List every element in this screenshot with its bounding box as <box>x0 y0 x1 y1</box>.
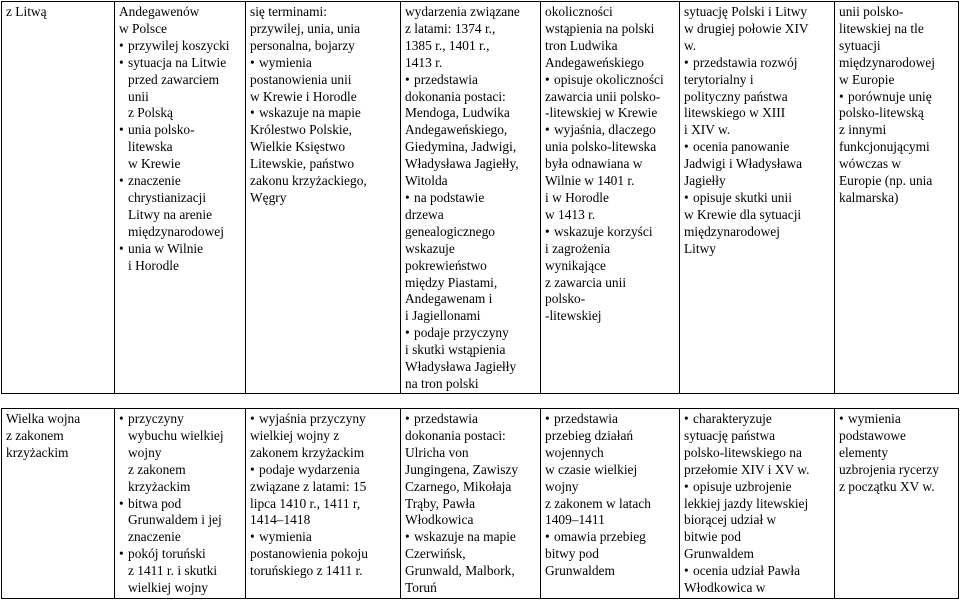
text-line: 1414–1418 <box>250 512 311 528</box>
text-line: z początku XV w. <box>839 478 935 494</box>
text-line: Węgry <box>250 189 287 205</box>
text-line: postanowienia unii <box>250 71 352 87</box>
text-line: funkcjonującymi <box>839 139 930 155</box>
text-line: wynikające <box>545 257 606 273</box>
text-line: 1385 r., 1401 r., <box>405 37 490 53</box>
text-line: wskazuje <box>405 240 455 256</box>
content-cell <box>115 2 246 394</box>
text-line: drzewa <box>405 206 444 222</box>
text-line: w Polsce <box>119 20 167 36</box>
text-line: międzynarodowej <box>128 223 224 239</box>
text-line: genealogicznego <box>405 223 495 239</box>
text-line: się terminami: <box>250 4 327 19</box>
text-line: polityczny państwa <box>684 88 788 104</box>
text-line: litewskiego w XIII <box>684 105 786 121</box>
bullet-line: • sytuacja na Litwie <box>119 55 241 72</box>
text-line: Ulricha von <box>405 444 469 460</box>
text-line: wielkiej wojny z <box>250 427 340 443</box>
bullet-line: • podaje wydarzenia <box>250 462 396 479</box>
bullet-line: • opisuje okoliczności <box>545 72 675 89</box>
text-line: wybuchu wielkiej <box>128 427 224 443</box>
text-line: przywilej, unia, unia <box>250 20 361 36</box>
text-line: -litewskiej w Krewie <box>545 105 658 121</box>
bullet-line: • wymienia <box>250 529 396 546</box>
text-line: pokrewieństwo <box>405 257 487 273</box>
level-dostateczna-cell <box>401 2 541 394</box>
bullet-line: • porównuje unię <box>839 89 954 106</box>
text-line: sytuację państwa <box>684 427 776 443</box>
text-line: elementy <box>839 444 889 460</box>
text-line: Litwy na arenie <box>128 206 213 222</box>
topic-label: z Litwą <box>6 4 47 19</box>
text-line: sytuację Polski i Litwy <box>684 4 808 19</box>
text-line: Jadwigi i Władysława <box>684 156 803 172</box>
text-line: wówczas w <box>839 156 902 172</box>
text-line: bitwy pod <box>545 546 599 562</box>
level-celujaca-cell <box>835 409 959 599</box>
text-line: lipca 1410 r., 1411 r, <box>250 495 361 511</box>
text-line: w drugiej połowie XIV <box>684 20 809 36</box>
level-dostateczna-cell <box>401 409 541 599</box>
text-line: Trąby, Pawła <box>405 495 476 511</box>
bullet-line: • unia w Wilnie <box>119 241 241 258</box>
text-line: kalmarska) <box>839 189 899 205</box>
text-line: między Piastami, <box>405 274 498 290</box>
text-line: Andegawenów <box>119 4 200 19</box>
level-bardzo-dobra-cell <box>680 409 835 599</box>
bullet-line: • znaczenie <box>119 173 241 190</box>
requirements-table-top <box>1 1 959 394</box>
text-line: Władysława Jagiełły, <box>405 156 519 172</box>
text-line: w czasie wielkiej <box>545 461 638 477</box>
text-line: Witolda <box>405 173 448 189</box>
bullet-line: • wymienia <box>839 411 954 428</box>
text-line: bitwie pod <box>684 529 741 545</box>
text-line: krzyżackim <box>6 444 69 460</box>
text-line: z Polską <box>128 105 174 121</box>
text-line: Europie (np. unia <box>839 173 933 189</box>
text-line: przed zawarciem <box>128 71 220 87</box>
topic-cell <box>2 2 115 394</box>
text-line: i w Horodle <box>545 189 609 205</box>
text-line: wojny <box>545 478 579 494</box>
text-line: była odnawiana w <box>545 156 643 172</box>
text-line: znaczenie <box>128 529 181 545</box>
text-line: litewskiej na tle <box>839 20 924 36</box>
text-line: Grunwaldem <box>684 546 754 562</box>
text-line: dokonania postaci: <box>405 427 506 443</box>
level-dopuszczajaca-cell <box>246 2 401 394</box>
text-line: Toruń <box>405 580 437 596</box>
text-line: Włodkowica w <box>684 580 766 596</box>
level-dobra-cell <box>541 409 680 599</box>
text-line: Włodkowica <box>405 512 474 528</box>
text-line: postanowienia pokoju <box>250 546 368 562</box>
text-line: wojennych <box>545 444 604 460</box>
bullet-line: • przyczyny <box>119 411 241 428</box>
text-line: w 1413 r. <box>545 206 596 222</box>
text-line: -litewskiej <box>545 308 602 324</box>
text-line: Litwy <box>684 240 716 256</box>
text-line: zakonem krzyżackim <box>250 444 365 460</box>
text-line: toruńskiego z 1411 r. <box>250 563 363 579</box>
table-row <box>2 2 959 394</box>
text-line: zawarcia unii polsko- <box>545 88 661 104</box>
text-line: Mendoga, Ludwika <box>405 105 510 121</box>
bullet-line: • pokój toruński <box>119 546 241 563</box>
requirements-table-bottom <box>1 408 959 599</box>
text-line: Wilnie w 1401 r. <box>545 173 635 189</box>
text-line: Grunwald, Malbork, <box>405 563 515 579</box>
text-line: biorącej udział w <box>684 512 777 528</box>
text-line: z zakonem w latach <box>545 495 651 511</box>
text-line: terytorialny i <box>684 71 754 87</box>
text-line: Jungingena, Zawiszy <box>405 461 519 477</box>
text-line: dokonania postaci: <box>405 88 506 104</box>
text-line: krzyżackim <box>128 478 191 494</box>
bullet-line: • wymienia <box>250 55 396 72</box>
text-line: tron Ludwika <box>545 37 618 53</box>
content-cell <box>115 409 246 599</box>
bullet-line: • przedstawia <box>405 411 536 428</box>
text-line: uzbrojenia rycerzy <box>839 461 939 477</box>
text-line: w Krewie <box>128 156 181 172</box>
text-line: polsko-litewską <box>839 105 924 121</box>
text-line: Litewskie, państwo <box>250 156 355 172</box>
text-line: Czarnego, Mikołaja <box>405 478 512 494</box>
text-line: okoliczności <box>545 4 613 19</box>
text-line: unii polsko- <box>839 4 904 19</box>
bullet-line: • ocenia panowanie <box>684 139 830 156</box>
text-line: personalna, bojarzy <box>250 37 355 53</box>
text-line: chrystianizacji <box>128 189 207 205</box>
text-line: z zakonem <box>128 461 186 477</box>
bullet-line: • omawia przebieg <box>545 529 675 546</box>
text-line: Grunwaldem <box>545 563 615 579</box>
text-line: lekkiej jazdy litewskiej <box>684 495 809 511</box>
text-line: w Krewie dla sytuacji <box>684 206 802 222</box>
text-line: z innymi <box>839 122 887 138</box>
text-line: polsko- <box>545 291 586 307</box>
text-line: przebieg działań <box>545 427 634 443</box>
text-line: Giedymina, Jadwigi, <box>405 139 517 155</box>
text-line: z zakonem <box>6 427 64 443</box>
text-line: w Europie <box>839 71 895 87</box>
text-line: związane z latami: 15 <box>250 478 367 494</box>
text-line: Andegaweńskiego <box>545 54 644 70</box>
bullet-line: • wskazuje korzyści <box>545 224 675 241</box>
text-line: i Horodle <box>128 257 179 273</box>
text-line: w Krewie i Horodle <box>250 88 357 104</box>
text-line: i zagrożenia <box>545 240 611 256</box>
text-line: Grunwaldem i jej <box>128 512 222 528</box>
bullet-line: • ocenia udział Pawła <box>684 563 830 580</box>
bullet-line: • podaje przyczyny <box>405 325 536 342</box>
bullet-line: • na podstawie <box>405 190 536 207</box>
text-line: Andegaweńskiego, <box>405 122 508 138</box>
text-line: w. <box>684 37 697 53</box>
text-line: Wielkie Księstwo <box>250 139 346 155</box>
bullet-line: • wyjaśnia przyczyny <box>250 411 396 428</box>
bullet-line: • opisuje skutki unii <box>684 190 830 207</box>
text-line: i XIV w. <box>684 122 731 138</box>
text-line: z zawarcia unii <box>545 274 627 290</box>
text-line: zakonu krzyżackiego, <box>250 173 367 189</box>
level-dopuszczajaca-cell <box>246 409 401 599</box>
text-line: na tron polski <box>405 375 479 391</box>
level-celujaca-cell <box>835 2 959 394</box>
bullet-line: • przedstawia <box>405 72 536 89</box>
text-line: i skutki wstąpienia <box>405 342 506 358</box>
bullet-line: • wskazuje na mapie <box>405 529 536 546</box>
text-line: międzynarodowej <box>684 223 780 239</box>
text-line: 1409–1411 <box>545 512 605 528</box>
text-line: Czerwińsk, <box>405 546 466 562</box>
bullet-line: • wskazuje na mapie <box>250 105 396 122</box>
bullet-line: • unia polsko- <box>119 122 241 139</box>
level-dobra-cell <box>541 2 680 394</box>
text-line: 1413 r. <box>405 54 443 70</box>
bullet-line: • wyjaśnia, dlaczego <box>545 122 675 139</box>
bullet-line: • przedstawia <box>545 411 675 428</box>
text-line: unii <box>128 88 149 104</box>
text-line: Władysława Jagiełły <box>405 359 517 375</box>
text-line: międzynarodowej <box>839 54 935 70</box>
bullet-line: • przedstawia rozwój <box>684 55 830 72</box>
text-line: sytuacji <box>839 37 881 53</box>
text-line: Wielka wojna <box>6 411 81 426</box>
text-line: Jagiełły <box>684 173 726 189</box>
text-line: Andegawenam i <box>405 291 493 307</box>
text-line: unia polsko-litewska <box>545 139 657 155</box>
table-row <box>2 409 959 599</box>
text-line: wielkiej wojny <box>128 580 208 596</box>
bullet-line: • przywilej koszycki <box>119 38 241 55</box>
text-line: z 1411 r. i skutki <box>128 563 218 579</box>
level-bardzo-dobra-cell <box>680 2 835 394</box>
text-line: i Jagiellonami <box>405 308 481 324</box>
text-line: przełomie XIV i XV w. <box>684 461 810 477</box>
bullet-line: • charakteryzuje <box>684 411 830 428</box>
bullet-line: • bitwa pod <box>119 496 241 513</box>
text-line: wojny <box>128 444 162 460</box>
text-line: podstawowe <box>839 427 906 443</box>
bullet-line: • opisuje uzbrojenie <box>684 479 830 496</box>
text-line: litewska <box>128 139 173 155</box>
text-line: Królestwo Polskie, <box>250 122 352 138</box>
text-line: z latami: 1374 r., <box>405 20 496 36</box>
text-line: wydarzenia związane <box>405 4 520 19</box>
text-line: wstąpienia na polski <box>545 20 655 36</box>
text-line: polsko-litewskiego na <box>684 444 802 460</box>
topic-cell <box>2 409 115 599</box>
